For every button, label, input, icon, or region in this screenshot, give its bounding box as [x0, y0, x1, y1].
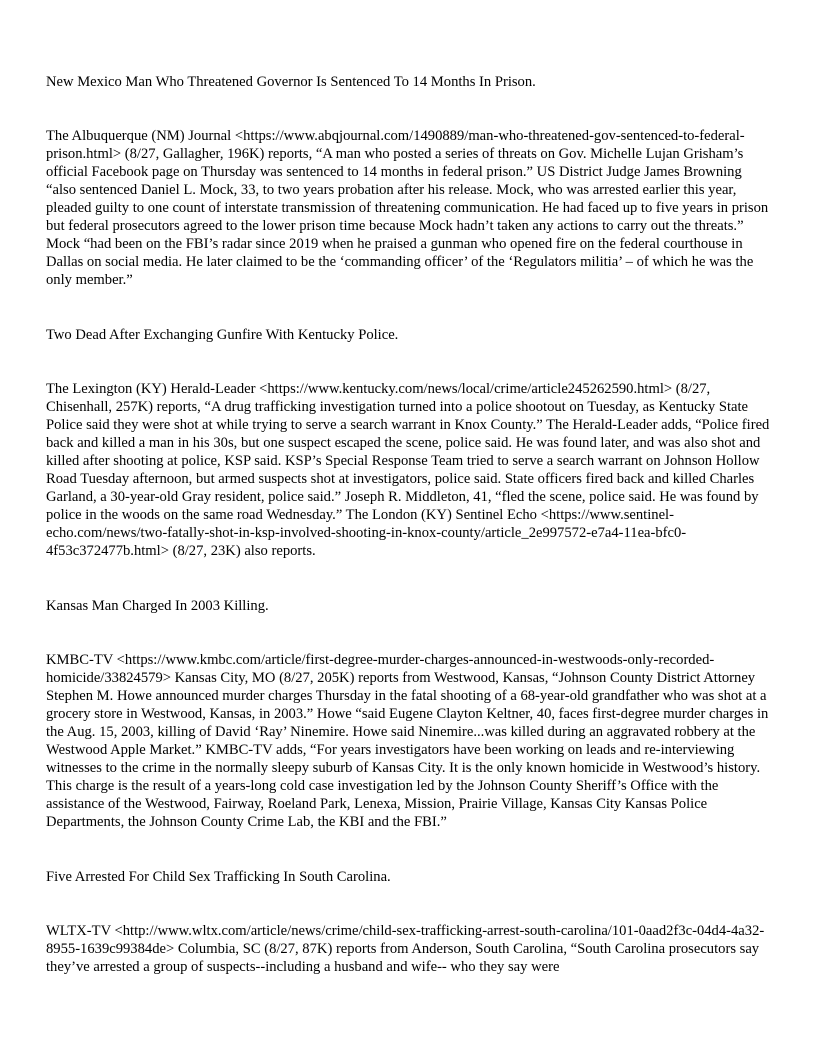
article-body: The Albuquerque (NM) Journal <https://www.abqjournal.com/1490889/man-who-threatened-gov-sentenced-to-federal-prison.html> (8/27, Gallagher, 196K) reports, “A man who posted a series of threats on Gov. Michelle Lujan Grisham’s official Facebook page on Thursday was sentenced to 14 months in federal prison.” US District Judge James Browning “also sentenced Daniel L. Mock, 33, to two years probation after his release. Mock, who was arrested earlier this year, pleaded guilty to one count of interstate transmission of threatening communication. He had faced up to five years in prison but federal prosecutors agreed to the lower prison time because Mock hadn’t taken any actions to carry out the threats.” Mock “had been on the FBI’s radar since 2019 when he praised a gunman who opened fire on the federal courthouse in Dallas on social media. He later claimed to be the ‘commanding officer’ of the ‘Regulators militia’ – of which he was the only member.”	[46, 128, 769, 288]
spacer	[46, 560, 772, 597]
spacer	[46, 91, 772, 127]
spacer	[46, 289, 772, 326]
article-body: The Lexington (KY) Herald-Leader <https://www.kentucky.com/news/local/crime/article245262590.html> (8/27, Chisenhall, 257K) reports, “A drug trafficking investigation turned into a police shootout on Tuesday, as Kentucky State Police said they were shot at while trying to serve a search warrant in Knox County.” The Herald-Leader adds, “Police fired back and killed a man in his 30s, but one suspect escaped the scene, police said. He was found later, and was also shot and killed after shooting at police, KSP said. KSP’s Special Response Team tried to serve a search warrant on Johnson Hollow Road Tuesday afternoon, but armed suspects shot at investigators, police said. State officers fired back and killed Charles Garland, a 30-year-old Gray resident, police said.” Joseph R. Middleton, 41, “fled the scene, police said. He was found by police in the woods on the same road Wednesday.” The London (KY) Sentinel Echo <https://www.sentinel-echo.com/news/two-fatally-shot-in-ksp-involved-shooting-in-knox-county/article_2e997572-e7a4-11ea-bfc0-4f53c372477b.html> (8/27, 23K) also reports.	[46, 381, 770, 559]
spacer	[46, 886, 772, 922]
spacer	[46, 344, 772, 380]
document-page	[46, 73, 772, 976]
spacer	[46, 615, 772, 651]
article-body: WLTX-TV <http://www.wltx.com/article/news/crime/child-sex-trafficking-arrest-south-carolina/101-0aad2f3c-04d4-4a32-8955-1639c99384de> Columbia, SC (8/27, 87K) reports from Anderson, South Carolina, “South Carolina prosecutors say they’ve arrested a group of suspects--including a husband and wife-- who they say were	[46, 923, 765, 975]
article-headline: Five Arrested For Child Sex Trafficking In South Carolina.	[46, 869, 391, 885]
article-headline: New Mexico Man Who Threatened Governor Is Sentenced To 14 Months In Prison.	[46, 74, 536, 90]
spacer	[46, 831, 772, 868]
article-headline: Two Dead After Exchanging Gunfire With Kentucky Police.	[46, 327, 399, 343]
article-headline: Kansas Man Charged In 2003 Killing.	[46, 598, 269, 614]
article-body: KMBC-TV <https://www.kmbc.com/article/first-degree-murder-charges-announced-in-westwoods-only-recorded-homicide/33824579> Kansas City, MO (8/27, 205K) reports from Westwood, Kansas, “Johnson County District Attorney Stephen M. Howe announced murder charges Thursday in the fatal shooting of a 68-year-old grandfather who was shot at a grocery store in Westwood, Kansas, in 2003.” Howe “said Eugene Clayton Keltner, 40, faces first-degree murder charges in the Aug. 15, 2003, killing of David ‘Ray’ Ninemire. Howe said Ninemire...was killed during an aggravated robbery at the Westwood Apple Market.” KMBC-TV adds, “For years investigators have been working on leads and re-interviewing witnesses to the crime in the normally sleepy suburb of Kansas City. It is the only known homicide in Westwood’s history. This charge is the result of a years-long cold case investigation led by the Johnson County Sheriff’s Office with the assistance of the Westwood, Fairway, Roeland Park, Lenexa, Mission, Prairie Village, Kansas City Kansas Police Departments, the Johnson County Crime Lab, the KBI and the FBI.”	[46, 652, 769, 830]
